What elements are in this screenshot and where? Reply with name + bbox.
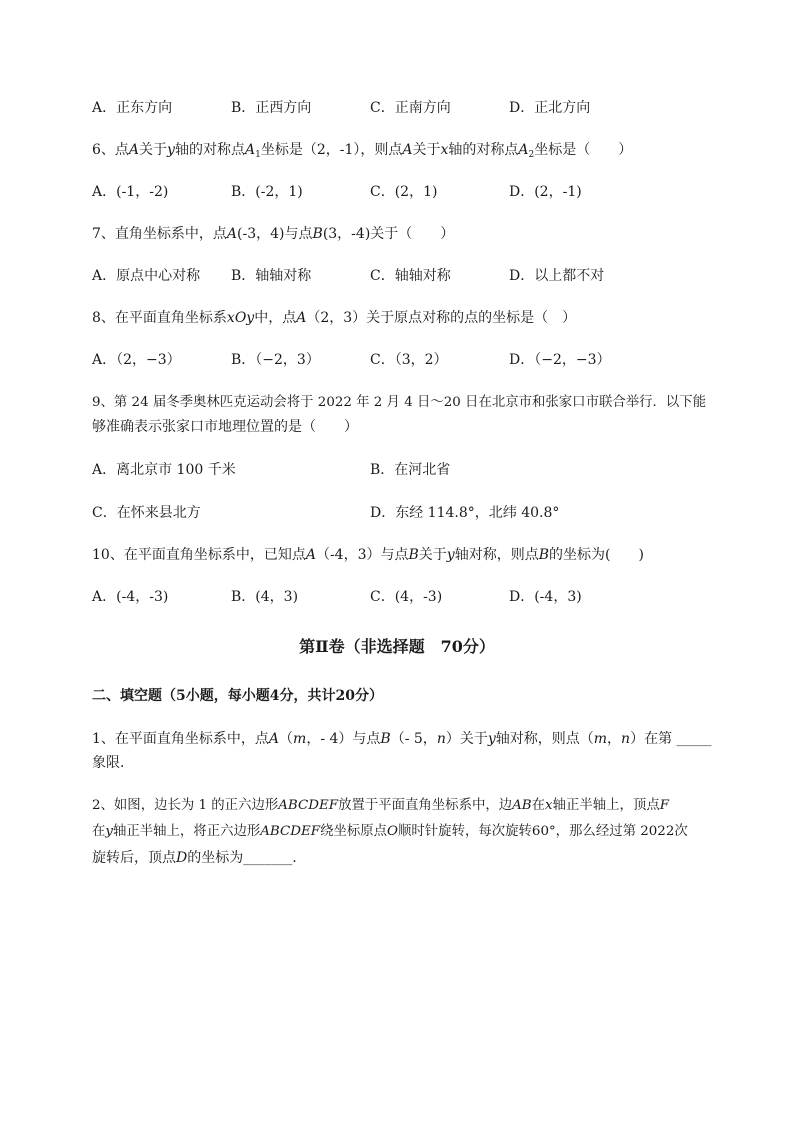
q6-var: A [244,142,256,158]
q6-option-b[interactable]: B．(-2，1) [231,184,303,200]
fill1-var: A [268,731,280,747]
q5-option-c[interactable]: C．正南方向 [370,100,451,116]
q6-text: 轴的对称点 [448,142,519,158]
q10-text: 轴对称，则点 [454,547,539,563]
q6-stem [92,140,632,165]
fill2-text: 旋转后，顶点 [92,850,176,866]
q6-subscript: 1 [255,150,261,160]
q6-text: 关于 [139,142,168,158]
q6-option-d[interactable]: D．(2，-1) [509,184,582,200]
fill2-line1 [92,796,669,816]
fill2-text: 在 [92,824,106,839]
q8-option-a[interactable]: A．（2，−3） [92,352,181,368]
fill1-text: （- 5， [390,731,437,747]
q6-option-c[interactable]: C．(2，1) [370,184,438,200]
fill2-var: AB [512,798,532,813]
q8-text: 8、在平面直角坐标系 [92,310,227,326]
q7-option-d[interactable]: D．以上都不对 [509,268,605,284]
q6-text: 坐标是（ ） [534,142,633,158]
q10-var: B [538,547,550,563]
q9-option-a[interactable]: A．离北京市 100 千米 [92,462,236,478]
fill2-var: x [545,798,553,813]
q8-text: 中，点 [254,310,297,326]
fill1-text: ， [607,731,622,747]
q10-option-c[interactable]: C．(4，-3) [370,589,443,605]
fill1-var: n [621,731,631,747]
q7-option-b[interactable]: B．轴轴对称 [231,268,312,284]
q8-option-b[interactable]: B．（−2，3） [231,352,320,368]
q6-var: A [402,142,413,158]
q8-option-c[interactable]: C．（3，2） [370,352,448,368]
fill1-stem-line2: 象限． [92,755,134,771]
fill2-text: 在 [531,798,546,813]
fill1-answer-blank[interactable]: ）在第 _____ [630,731,712,747]
q10-text: 10、在平面直角坐标系中，已知点 [92,547,306,563]
fill1-var: y [487,731,496,747]
q6-var: A [128,142,140,158]
q6-subscript: 2 [528,150,535,160]
q6-var: A [518,142,529,158]
fill2-line3 [92,848,297,868]
fill2-text: 绕坐标原点 [320,824,388,839]
fill1-stem [92,729,712,749]
fill2-text: 顺时针旋转，每次旋转60°，那么经过第 2022次 [398,824,688,839]
q5-option-a[interactable]: A．正东方向 [92,100,173,116]
fill2-text: 2、如图，边长为 1 的正六边形 [92,798,279,813]
q10-stem [92,545,644,565]
fill1-text: 1、在平面直角坐标系中，点 [92,731,269,747]
q7-var: A [226,226,238,242]
q7-var: B [312,226,323,242]
q6-text: 坐标是（2，-1），则点 [260,142,403,158]
q8-var: xOy [226,310,255,326]
q5-option-b[interactable]: B．正西方向 [231,100,312,116]
q7-text: (3，-4)关于（ ） [322,226,455,242]
fill2-var: O [387,824,399,839]
q8-var: A [296,310,307,326]
q9-stem-line2: 够准确表示张家口市地理位置的是（ ） [92,419,358,435]
fill1-var: m [593,731,608,747]
fill2-line2 [92,822,688,842]
q6-text: 6、点 [92,142,129,158]
q9-stem-line1: 9、第 24 届冬季奥林匹克运动会将于 2022 年 2 月 4 日～20 日在北京市和张家口市联合举行．以下能 [92,395,707,410]
q7-option-a[interactable]: A．原点中心对称 [92,268,201,284]
fill1-text: （ [279,731,294,747]
q9-option-b[interactable]: B．在河北省 [370,462,451,478]
q6-text: 关于 [412,142,441,158]
fill1-var: m [293,731,307,747]
q8-stem [92,308,576,328]
q7-option-c[interactable]: C．轴轴对称 [370,268,451,284]
fill2-var: ABCDEF [260,824,321,839]
q6-var: y [167,142,175,158]
section2-heading: 二、填空题（5小题，每小题4分，共计20分） [92,688,383,704]
fill2-answer-blank[interactable]: 的坐标为_______. [187,850,297,866]
q6-var: x [440,142,449,158]
q9-option-c[interactable]: C．在怀来县北方 [92,505,201,521]
q10-option-a[interactable]: A．(-4，-3) [92,589,169,605]
q10-text: 的坐标为( ) [549,547,644,563]
q10-option-d[interactable]: D．(-4，3) [509,589,582,605]
fill2-var: F [659,798,670,813]
fill2-text: 放置于平面直角坐标系中，边 [338,798,513,813]
fill2-var: y [105,824,113,839]
part2-title: 第Ⅱ卷（非选择题 70分） [299,637,495,656]
q10-text: （-4，3）与点 [315,547,409,563]
q6-text: 轴的对称点 [174,142,245,158]
fill2-text: 轴正半轴上，将正六边形 [112,824,261,839]
q10-var: A [305,547,316,563]
q8-text: （2，3）关于原点对称的点的坐标是（ ） [306,310,577,326]
q7-text: 7、直角坐标系中，点 [92,226,227,242]
fill1-var: n [436,731,446,747]
q7-stem [92,224,454,244]
fill1-text: ，- 4）与点 [306,731,381,747]
q9-option-d[interactable]: D．东经 114.8°，北纬 40.8° [370,505,560,521]
fill1-text: ）关于 [445,731,488,747]
q10-var: B [408,547,419,563]
q6-option-a[interactable]: A．(-1，-2) [92,184,169,200]
fill1-text: 轴对称，则点（ [495,731,594,747]
q8-option-d[interactable]: D．（−2，−3） [509,352,611,368]
fill1-var: B [380,731,391,747]
q10-option-b[interactable]: B．(4，3) [231,589,299,605]
q10-var: y [446,547,455,563]
fill2-text: 轴正半轴上，顶点 [552,798,660,813]
fill2-var: ABCDEF [278,798,339,813]
q7-text: (-3，4)与点 [237,226,313,242]
q10-text: 关于 [418,547,447,563]
fill2-var: D [176,850,188,866]
q5-option-d[interactable]: D．正北方向 [509,100,591,116]
